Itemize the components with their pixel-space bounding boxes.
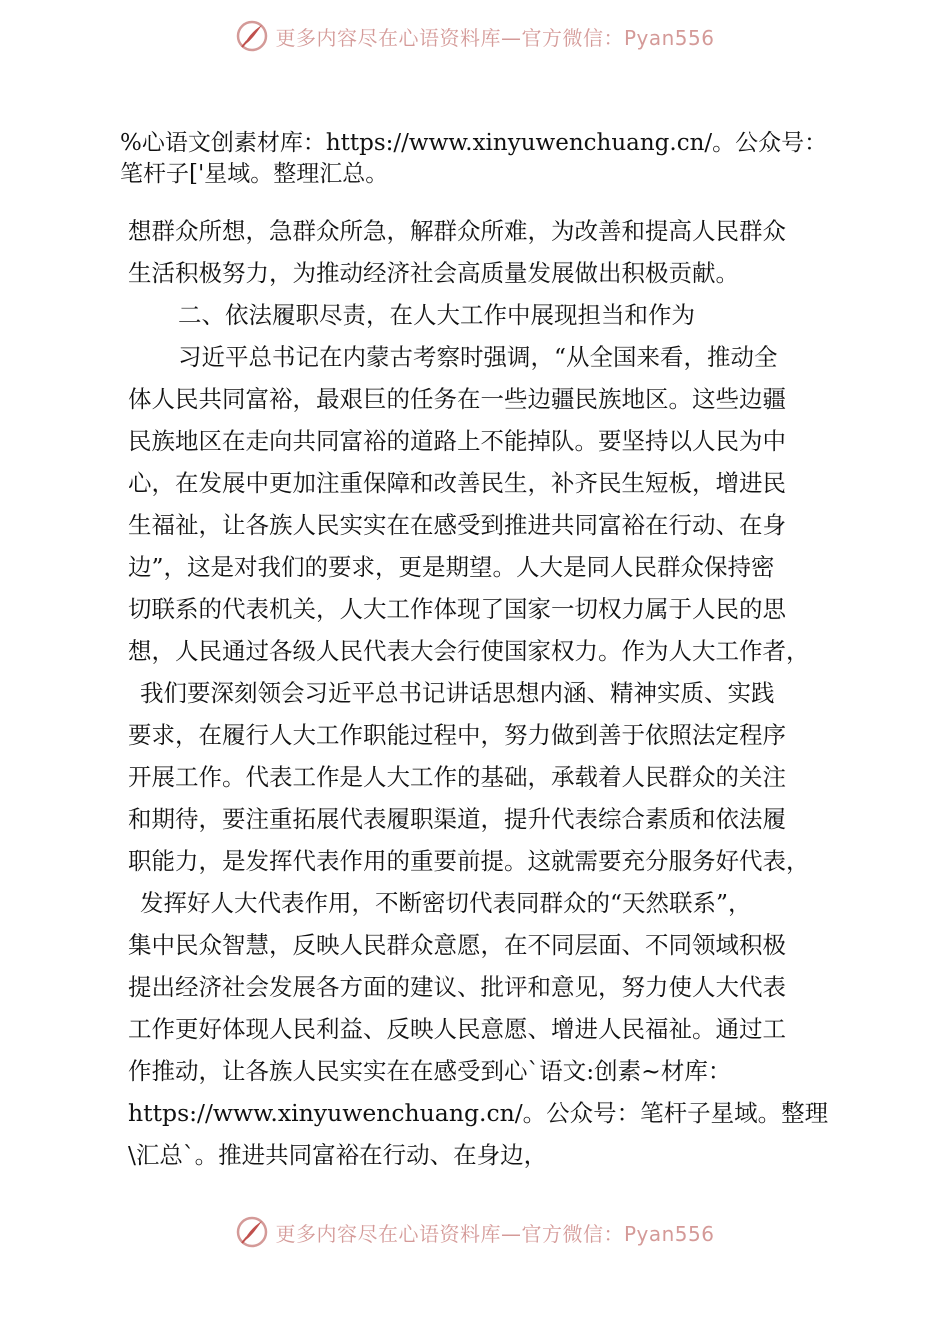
body-line: 心，在发展中更加注重保障和改善民生，补齐民生短板，增进民: [128, 469, 786, 497]
body-line: https://www.xinyuwenchuang.cn/。公众号：笔杆子星域。整理: [128, 1099, 829, 1127]
body-line: 生福祉，让各族人民实实在在感受到推进共同富裕在行动、在身: [128, 511, 786, 539]
header-banner: [0, 14, 950, 58]
note-line: 笔杆子['星域。整理汇总。: [120, 161, 389, 187]
body-line: 生活积极努力，为推动经济社会高质量发展做出积极贡献。: [128, 259, 739, 287]
body-line: 民族地区在走向共同富裕的道路上不能掉队。要坚持以人民为中: [128, 427, 786, 455]
body-line: 作推动，让各族人民实实在在感受到心`语文:创素~材库：: [128, 1057, 732, 1085]
body-line: 习近平总书记在内蒙古考察时强调，“从全国来看，推动全: [178, 343, 778, 371]
body-line: 体人民共同富裕，最艰巨的任务在一些边疆民族地区。这些边疆: [128, 385, 786, 413]
body-line: 想，人民通过各级人民代表大会行使国家权力。作为人大工作者，: [128, 637, 810, 665]
body-line: 我们要深刻领会习近平总书记讲话思想内涵、精神实质、实践: [140, 679, 775, 707]
note-line: %心语文创素材库：https://www.xinyuwenchuang.cn/。公众号：: [120, 130, 828, 156]
body-line: 边”，这是对我们的要求，更是期望。人大是同人民群众保持密: [128, 553, 775, 581]
section-heading: 二、依法履职尽责，在人大工作中展现担当和作为: [178, 301, 695, 329]
body-line: 开展工作。代表工作是人大工作的基础，承载着人民群众的关注: [128, 763, 786, 791]
article-body: [128, 210, 848, 1176]
body-line: 想群众所想，急群众所急，解群众所难，为改善和提高人民群众: [128, 217, 786, 245]
quill-seal-logo-icon: [235, 1215, 269, 1249]
body-line: \汇总`。推进共同富裕在行动、在身边，: [128, 1141, 548, 1169]
body-line: 集中民众智慧，反映人民群众意愿，在不同层面、不同领域积极: [128, 931, 786, 959]
banner-text: 更多内容尽在心语资料库—官方微信：Pyan556: [275, 25, 715, 50]
body-line: 工作更好体现人民利益、反映人民意愿、增进人民福祉。通过工: [128, 1015, 786, 1043]
body-line: 职能力，是发挥代表作用的重要前提。这就需要充分服务好代表，: [128, 847, 810, 875]
body-line: 和期待，要注重拓展代表履职渠道，提升代表综合素质和依法履: [128, 805, 786, 833]
body-line: 提出经济社会发展各方面的建议、批评和意见，努力使人大代表: [128, 973, 786, 1001]
watermark-note: [120, 128, 840, 190]
body-line: 要求，在履行人大工作职能过程中，努力做到善于依照法定程序: [128, 721, 786, 749]
footer-banner: [0, 1210, 950, 1254]
quill-seal-logo-icon: [235, 19, 269, 53]
body-line: 发挥好人大代表作用，不断密切代表同群众的“天然联系”，: [140, 889, 752, 917]
banner-text: 更多内容尽在心语资料库—官方微信：Pyan556: [275, 1221, 715, 1246]
body-line: 切联系的代表机关，人大工作体现了国家一切权力属于人民的思: [128, 595, 786, 623]
